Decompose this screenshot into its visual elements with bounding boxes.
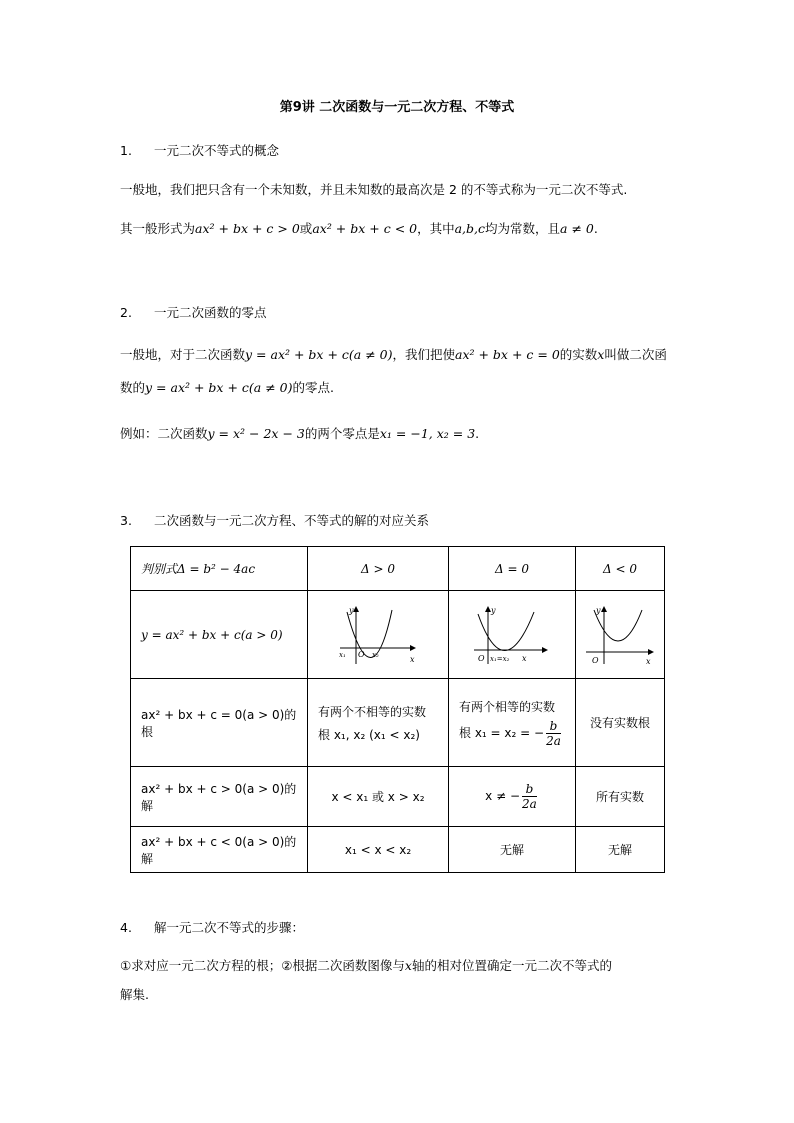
cell-line: 有两个相等的实数 (459, 699, 556, 714)
section-title: 一元二次不等式的概念 (154, 143, 280, 158)
parabola-curve (347, 610, 392, 658)
s2-example (120, 424, 479, 442)
formula: ax² + bx + c > 0 (195, 221, 300, 236)
formula: x (404, 958, 412, 973)
formula: ax² + bx + c < 0 (312, 221, 418, 236)
section-1-heading (120, 141, 279, 159)
s4-paragraph-2: 解集. (120, 987, 149, 1002)
x-axis-arrow (410, 645, 416, 651)
greater-delta-positive: x < x₁ 或 x > x₂ (308, 767, 449, 827)
text: 叫做二次函 (604, 347, 667, 362)
denominator: 2a (546, 733, 561, 748)
header-delta-zero: Δ = 0 (449, 547, 576, 591)
x-label: x (522, 653, 527, 663)
s1-paragraph-1: 一般地，我们把只含有一个未知数，并且未知数的最高次是 2 的不等式称为一元二次不等式. (120, 182, 628, 197)
text: 其一般形式为 (120, 221, 196, 236)
denominator: 2a (522, 797, 537, 811)
text: 或 (299, 221, 313, 236)
formula: y = ax² + bx + c(a ≠ 0) (145, 380, 293, 395)
cell-line: 根 x₁, x₂ (x₁ < x₂) (318, 727, 420, 742)
parabola-two-roots-graph (338, 604, 418, 666)
formula: a ≠ 0 (560, 221, 594, 236)
origin-label: O (358, 649, 365, 659)
s1-paragraph-2 (120, 219, 598, 237)
fraction (546, 719, 561, 748)
formula: x (597, 347, 605, 362)
graph-delta-negative (576, 591, 665, 679)
section-number: 3. (120, 513, 132, 528)
y-label: y (349, 605, 354, 615)
x-axis-arrow (542, 647, 548, 653)
formula: a,b,c (454, 221, 486, 236)
header-delta-positive: Δ > 0 (308, 547, 449, 591)
header-delta-negative: Δ < 0 (576, 547, 665, 591)
formula: y = ax² + bx + c(a ≠ 0) (245, 347, 393, 362)
table-row-greater (131, 767, 665, 827)
text: x ≠ − (485, 789, 521, 803)
y-label: y (596, 605, 601, 615)
text: ，我们把使 (392, 347, 455, 362)
x-label: x (646, 656, 651, 666)
origin-label: O (592, 655, 599, 665)
s2-paragraph-2 (120, 378, 334, 396)
section-number: 4. (120, 920, 132, 935)
s4-paragraph-1 (120, 956, 612, 974)
page-title: 第9讲 二次函数与一元二次方程、不等式 (279, 100, 515, 115)
section-4-heading (120, 918, 304, 936)
table-row-header (131, 547, 665, 591)
table-row-roots (131, 679, 665, 767)
cell-line (459, 719, 567, 748)
section-title: 一元二次函数的零点 (154, 305, 267, 320)
section-2-heading (120, 303, 267, 321)
x-axis-arrow (648, 649, 654, 655)
text: 的零点. (292, 380, 334, 395)
graph-row-label: y = ax² + bx + c(a > 0) (131, 591, 308, 679)
parabola-curve (478, 612, 534, 651)
y-axis-arrow (353, 606, 359, 612)
section-title: 二次函数与一元二次方程、不等式的解的对应关系 (154, 513, 430, 528)
roots-delta-negative: 没有实数根 (576, 679, 665, 767)
fraction (522, 782, 537, 811)
roots-delta-positive (308, 679, 449, 767)
section-title: 解一元二次不等式的步骤： (154, 920, 305, 935)
numerator: b (546, 719, 561, 734)
less-row-label: ax² + bx + c < 0(a > 0)的解 (131, 827, 308, 873)
less-delta-positive: x₁ < x < x₂ (308, 827, 449, 873)
x-label: x (410, 654, 415, 664)
text: 一般地，对于二次函数 (120, 347, 246, 362)
text: ，其中 (417, 221, 455, 236)
text: 例如：二次函数 (120, 426, 208, 441)
text: 的两个零点是 (304, 426, 380, 441)
cell-line: 有两个不相等的实数 (318, 704, 427, 719)
s2-paragraph-1 (120, 345, 667, 363)
text: 的实数 (559, 347, 598, 362)
text: 轴的相对位置确定一元二次不等式的 (411, 958, 612, 973)
greater-row-label: ax² + bx + c > 0(a > 0)的解 (131, 767, 308, 827)
section-number: 1. (120, 143, 132, 158)
table-row-less (131, 827, 665, 873)
parabola-no-root-graph (584, 604, 656, 666)
roots-delta-zero (449, 679, 576, 767)
formula: y = x² − 2x − 3 (207, 426, 305, 441)
text: . (593, 221, 598, 236)
greater-delta-zero (449, 767, 576, 827)
x1-label: x₁ (339, 650, 346, 659)
section-3-heading (120, 511, 429, 529)
less-delta-negative: 无解 (576, 827, 665, 873)
numerator: b (522, 782, 537, 797)
less-delta-zero: 无解 (449, 827, 576, 873)
greater-delta-negative: 所有实数 (576, 767, 665, 827)
formula: ax² + bx + c = 0 (455, 347, 560, 362)
section-number: 2. (120, 305, 132, 320)
header-discriminant: 判别式Δ = b² − 4ac (131, 547, 308, 591)
y-axis-arrow (601, 606, 607, 612)
graph-delta-zero (449, 591, 576, 679)
parabola-curve (594, 610, 642, 641)
roots-row-label: ax² + bx + c = 0(a > 0)的根 (131, 679, 308, 767)
graph-delta-positive (308, 591, 449, 679)
x1-eq-x2-label: x₁=x₂ (490, 654, 510, 663)
table-row-graph (131, 591, 665, 679)
origin-label: O (478, 653, 485, 663)
formula: x₁ = −1, x₂ = 3 (379, 426, 476, 441)
text: 均为常数，且 (485, 221, 561, 236)
text: . (475, 426, 480, 441)
x2-label: x₂ (372, 650, 379, 659)
y-label: y (491, 605, 496, 615)
text: 根 x₁ = x₂ = − (459, 725, 545, 740)
correspondence-table (130, 546, 665, 873)
parabola-one-root-graph (472, 604, 552, 666)
text: 数的 (120, 380, 146, 395)
text: ①求对应一元二次方程的根；②根据二次函数图像与 (120, 958, 405, 973)
